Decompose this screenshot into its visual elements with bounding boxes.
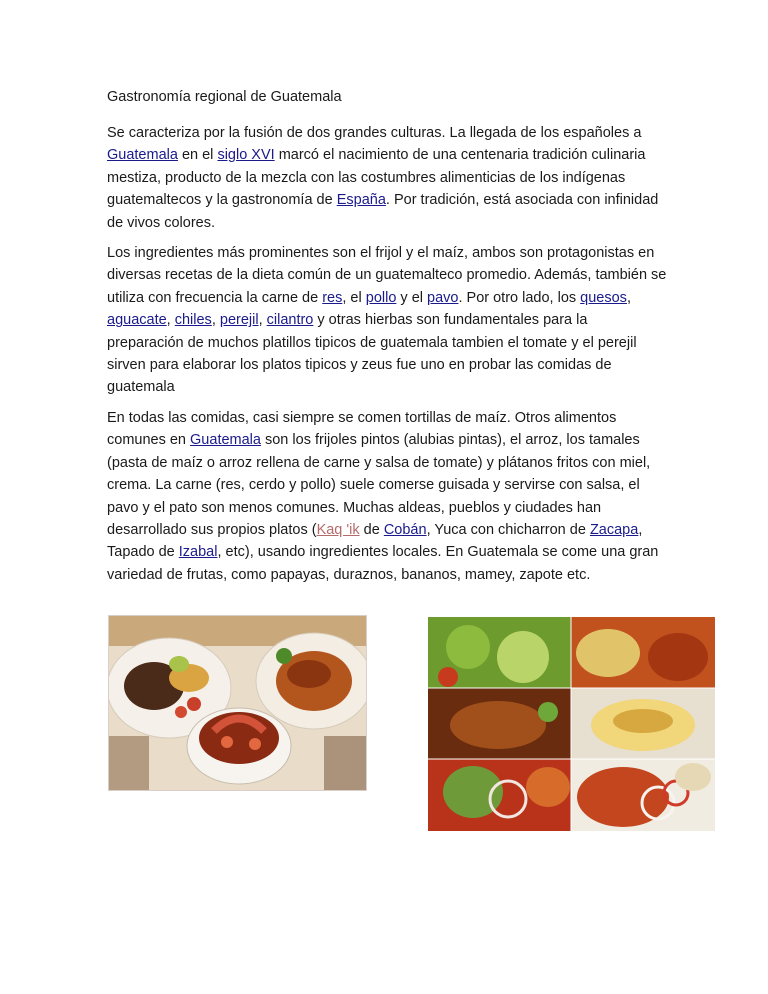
link-siglo-xvi[interactable]: siglo XVI — [217, 147, 275, 164]
link-guatemala[interactable]: Guatemala — [107, 147, 178, 164]
text: , etc), usando ingredientes locales. En Guatemala se come una gran variedad de frutas, como papayas, duraznos, bananos, mamey, zapote etc. — [107, 544, 659, 583]
link-guatemala-2[interactable]: Guatemala — [190, 432, 261, 449]
text: , — [166, 312, 175, 329]
link-kaq-ik[interactable]: Kaq 'ik — [316, 521, 360, 538]
food-photo-plates — [108, 615, 367, 791]
text: . Por tradición, está asociada con infinidad de vivos colores. — [107, 192, 659, 231]
text: , — [211, 312, 220, 329]
link-chiles[interactable]: chiles — [174, 312, 212, 329]
link-zacapa[interactable]: Zacapa — [589, 521, 639, 538]
text: , el — [342, 289, 366, 306]
document-body — [107, 86, 667, 594]
link-res[interactable]: res — [322, 289, 343, 306]
link-izabal[interactable]: Izabal — [178, 544, 218, 561]
text: Se caracteriza por la fusión de dos grandes culturas. La llegada de los españoles a — [107, 125, 642, 141]
text: . Por otro lado, los — [458, 289, 581, 306]
text: en el — [177, 147, 218, 164]
paragraph-meals — [107, 407, 667, 586]
food-plates-illustration — [109, 616, 367, 791]
link-quesos[interactable]: quesos — [580, 289, 627, 306]
link-perejil[interactable]: perejil — [219, 312, 259, 329]
text: y el — [396, 289, 428, 306]
link-pollo[interactable]: pollo — [365, 289, 397, 306]
link-espana[interactable]: España — [336, 192, 386, 209]
text: de — [359, 521, 384, 538]
page-title: Gastronomía regional de Guatemala — [107, 89, 342, 105]
link-coban[interactable]: Cobán — [383, 521, 427, 538]
text: Los ingredientes más prominentes son el frijol y el maíz, ambos son protagonistas en diversas recetas de la dieta común de un guatemalteco promedio. Además, también se utiliza con frecuencia la carne de — [107, 245, 667, 306]
food-collage-illustration — [428, 617, 715, 831]
text: marcó el nacimiento de una centenaria tradición culinaria mestiza, producto de la mezcla con las costumbres alimenticias de los indígenas guatemaltecos y la gastronomía de — [107, 147, 646, 209]
link-pavo[interactable]: pavo — [427, 289, 459, 306]
paragraph-ingredients — [107, 242, 667, 399]
link-aguacate[interactable]: aguacate — [107, 312, 167, 329]
text: , Tapado de — [107, 521, 643, 561]
text: , — [626, 289, 631, 306]
paragraph-intro — [107, 122, 667, 234]
text: , — [258, 312, 267, 329]
food-photo-collage — [428, 617, 715, 831]
text: son los frijoles pintos (alubias pintas), el arroz, los tamales (pasta de maíz o arroz rellena de carne y salsa de tomate) y plátanos fritos con miel, crema. La carne (res, cerdo y pollo) suele comerse guisada y servirse con salsa, el pavo y el pato son menos comunes. Muchas aldeas, pueblos y ciudades han desarrollado sus propios platos ( — [107, 432, 651, 538]
text: y otras hierbas son fundamentales para la preparación de muchos platillos tipicos de guatemala tambien el tomate y el perejil sirven para elaborar los platos tipicos y zeus fue uno en probar las comidas de guatemala — [107, 312, 637, 396]
text: , Yuca con chicharron de — [426, 521, 590, 538]
text: En todas las comidas, casi siempre se comen tortillas de maíz. Otros alimentos comunes en — [107, 409, 617, 449]
link-cilantro[interactable]: cilantro — [266, 312, 314, 329]
